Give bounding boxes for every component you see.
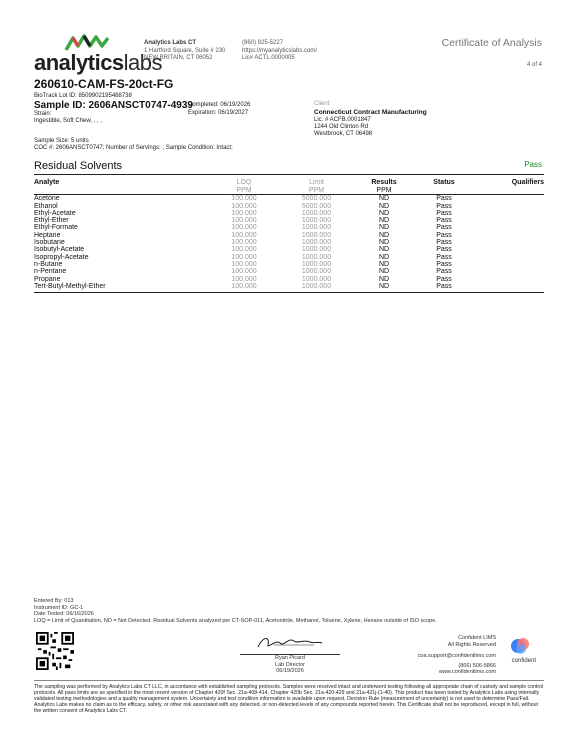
table-row [34, 217, 544, 224]
analyte-name: Isobutane [34, 239, 65, 247]
table-header-row [34, 178, 544, 187]
analyte-name: Ethyl-Ether [34, 217, 69, 225]
loq-value: 100.000 [231, 202, 257, 210]
logo-text [34, 50, 162, 76]
analyte-name: Ethyl-Formate [34, 224, 78, 232]
loq-note: LOQ = Limit of Quantitation, ND = Not Detected. Residual Solvents analyzed per CT-SOP-011, Acetonitrile, Methanol, Toluene, Xylene, Hexane outside of ISO scope. [34, 617, 437, 624]
status-value: Pass [436, 224, 452, 232]
limit-value: 1000.000 [301, 268, 332, 276]
limit-value: 5000.000 [301, 202, 332, 210]
footer-disclaimer: The sampling was performed by Analytics Labs CT LLC, in accordance with established sampling protocols. Samples were received intact and underwent testing following all appropriate chain of custody and sample control protocols. All pass limits are as specified in the most recent version of Chapter 420f Sec. 21a-408-414, Chapter 420b Sec. 21a-420-429 and 21a-421j-(1-40). This product has been tested by Analytics Labs using internally validated testing methodologies and a quality management system. Uncertainty and test condition information is available upon request. Decision Rule (measurement of uncertainty) is not used to determine Pass/Fail. Analytics Labs makes no claim as to the efficacy, safety, or other risk associated with any detected, or non-detected levels of any compounds reported herein. This Certificate shall not be reproduced, except in full, without the written consent of Analytics Labs CT. [34, 684, 544, 714]
table-row [34, 232, 544, 239]
signature-icon [254, 633, 324, 653]
section-status: Pass [524, 160, 542, 169]
analyte-name: Isobutyl-Acetate [34, 246, 85, 254]
footer-divider [34, 680, 544, 681]
status-value: Pass [436, 260, 452, 268]
status-value: Pass [436, 246, 452, 254]
logo [34, 34, 163, 75]
table-row [34, 239, 544, 246]
result-value: ND [378, 231, 390, 239]
limit-value: 1000.000 [301, 260, 332, 268]
loq-value: 100.000 [231, 195, 257, 203]
status-value: Pass [436, 195, 452, 203]
table-bottom-divider [34, 292, 544, 293]
status-value: Pass [436, 202, 452, 210]
table-unit-row [34, 187, 544, 195]
signer-title: Lab Director [275, 661, 305, 668]
logo-main: analytics [34, 50, 124, 75]
sample-size: Sample Size: 5 units [34, 138, 89, 144]
strain-label: Strain: [34, 111, 52, 117]
client-license: Lic. # ACFB.0001847 [314, 117, 371, 123]
loq-value: 100.000 [231, 224, 257, 232]
loq-value: 100.000 [231, 231, 257, 239]
qualifier-value [474, 203, 544, 210]
section-divider [34, 174, 544, 175]
header-results: Results [371, 179, 397, 186]
qualifier-value [474, 246, 544, 253]
header-status: Status [433, 179, 455, 186]
limit-value: 1000.000 [301, 217, 332, 225]
company-block [144, 40, 244, 63]
status-value: Pass [436, 282, 452, 290]
loq-value: 100.000 [231, 260, 257, 268]
result-value: ND [378, 224, 390, 232]
cert-title: Certificate of Analysis [441, 37, 542, 49]
company-name: Analytics Labs CT [144, 40, 197, 46]
analyte-name: Ethanol [34, 202, 58, 210]
analyte-name: Acetone [34, 195, 60, 203]
instrument-id: Instrument ID: GC-1 [34, 604, 84, 611]
results-table [34, 178, 544, 290]
qualifier-value [474, 261, 544, 268]
result-value: ND [378, 253, 390, 261]
confident-title: Confident LIMS [458, 635, 496, 641]
qualifier-value [474, 239, 544, 246]
company-address2: NEW BRITAIN, CT 06052 [144, 55, 213, 61]
confident-phone: (866) 506-5866 [458, 662, 496, 669]
table-row [34, 283, 544, 290]
loq-value: 100.000 [231, 217, 257, 225]
qualifier-value [474, 283, 544, 290]
batch-name: 260610-CAM-FS-20ct-FG [34, 77, 174, 91]
limit-value: 5000.000 [301, 195, 332, 203]
qualifier-value [474, 224, 544, 231]
qualifier-value [474, 195, 544, 203]
qualifier-value [474, 217, 544, 224]
analyte-name: Propane [34, 275, 61, 283]
client-label: Client [314, 101, 330, 107]
limit-value: 1000.000 [301, 224, 332, 232]
completed-date: Completed: 06/19/2026 [188, 102, 251, 108]
limit-value: 1000.000 [301, 246, 332, 254]
result-value: ND [378, 268, 390, 276]
result-value: ND [378, 217, 390, 225]
analyte-name: n-Butane [34, 260, 63, 268]
result-value: ND [378, 202, 390, 210]
result-value: ND [378, 246, 390, 254]
company-phone: (860) 925-5227 [242, 40, 284, 46]
qualifier-value [474, 254, 544, 261]
section-title: Residual Solvents [34, 160, 123, 172]
table-row [34, 276, 544, 283]
header-analyte: Analyte [34, 179, 60, 186]
qualifier-value [474, 268, 544, 275]
confident-logo-icon [508, 636, 532, 656]
company-address1: 1 Hartford Square, Suite # 230 [144, 47, 226, 54]
status-value: Pass [436, 217, 452, 225]
expiration-date: Expiration: 06/19/2027 [188, 110, 249, 116]
table-row [34, 268, 544, 275]
limit-value: 1000.000 [301, 231, 332, 239]
result-value: ND [378, 260, 390, 268]
analyte-name: Heptane [34, 231, 61, 239]
confident-rights: All Rights Reserved [447, 641, 496, 648]
table-row [34, 246, 544, 253]
status-value: Pass [436, 253, 452, 261]
unit-loq: PPM [236, 187, 252, 194]
table-row [34, 210, 544, 217]
contact-block [242, 40, 352, 63]
sample-id: Sample ID: 2606ANSCT0747-4939 [34, 100, 193, 111]
biotrack-lot-id: BioTrack Lot ID: 8509902195488738 [34, 93, 132, 99]
loq-value: 100.000 [231, 239, 257, 247]
date-tested: Date Tested: 06/16/2026 [34, 611, 94, 617]
table-row [34, 224, 544, 231]
qualifier-value [474, 232, 544, 239]
matrix: Ingestible, Soft Chew, , , , [34, 118, 103, 124]
logo-labs: labs [123, 50, 163, 75]
analyte-name: Tert-Butyl-Methyl-Ether [34, 282, 106, 290]
status-value: Pass [436, 239, 452, 247]
confident-web[interactable]: www.confidentlims.com [438, 669, 496, 675]
analyte-name: n-Pentane [34, 268, 67, 276]
result-value: ND [378, 275, 390, 283]
client-name: Connecticut Contract Manufacturing [314, 109, 427, 116]
limit-value: 1000.000 [301, 239, 332, 247]
loq-value: 100.000 [231, 268, 257, 276]
entered-by: Entered By: 013 [34, 598, 74, 604]
limit-value: 1000.000 [301, 282, 332, 290]
limit-value: 1000.000 [301, 253, 332, 261]
loq-value: 100.000 [231, 246, 257, 254]
status-value: Pass [436, 231, 452, 239]
limit-value: 1000.000 [301, 209, 332, 217]
status-value: Pass [436, 275, 452, 283]
table-row [34, 203, 544, 210]
result-value: ND [378, 239, 390, 247]
page-number: 4 of 4 [526, 62, 542, 68]
loq-value: 100.000 [231, 275, 257, 283]
signer-name: Ryan Picard [275, 655, 305, 661]
loq-value: 100.000 [231, 282, 257, 290]
confident-email[interactable]: coa.support@confidentlims.com [417, 653, 496, 659]
header-limit: Limit [309, 179, 324, 186]
client-address1: 1244 Old Clinton Rd [314, 124, 369, 130]
client-address2: Westbrook, CT 06498 [314, 131, 373, 137]
confident-block [376, 635, 496, 676]
coc-line: COC #: 2606ANSCT0747; Number of Servings: ; Sample Condition: Intact; [34, 145, 233, 151]
status-value: Pass [436, 209, 452, 217]
analyte-name: Isopropyl-Acetate [34, 253, 89, 261]
signature-block [240, 655, 340, 675]
result-value: ND [378, 282, 390, 290]
header-loq: LOQ [236, 179, 252, 186]
table-row [34, 254, 544, 261]
unit-results: PPM [376, 187, 392, 194]
qualifier-value [474, 210, 544, 217]
qualifier-value [474, 276, 544, 283]
qr-code-icon[interactable] [36, 632, 74, 670]
result-value: ND [378, 195, 390, 203]
company-website[interactable]: https://myanalyticslabs.com/ [242, 47, 318, 54]
notes-block [34, 598, 554, 624]
limit-value: 1000.000 [301, 275, 332, 283]
result-value: ND [378, 209, 390, 217]
analyte-name: Ethyl-Acetate [34, 209, 76, 217]
status-value: Pass [436, 268, 452, 276]
unit-limit: PPM [308, 187, 325, 194]
loq-value: 100.000 [231, 209, 257, 217]
signature-date: 06/19/2026 [276, 668, 304, 674]
company-license: Lic# ACTL.0000005 [242, 55, 295, 61]
loq-value: 100.000 [231, 253, 257, 261]
table-row [34, 261, 544, 268]
header-qualifiers: Qualifiers [511, 179, 544, 186]
table-row [34, 195, 544, 203]
confident-brand: confident [511, 658, 536, 664]
